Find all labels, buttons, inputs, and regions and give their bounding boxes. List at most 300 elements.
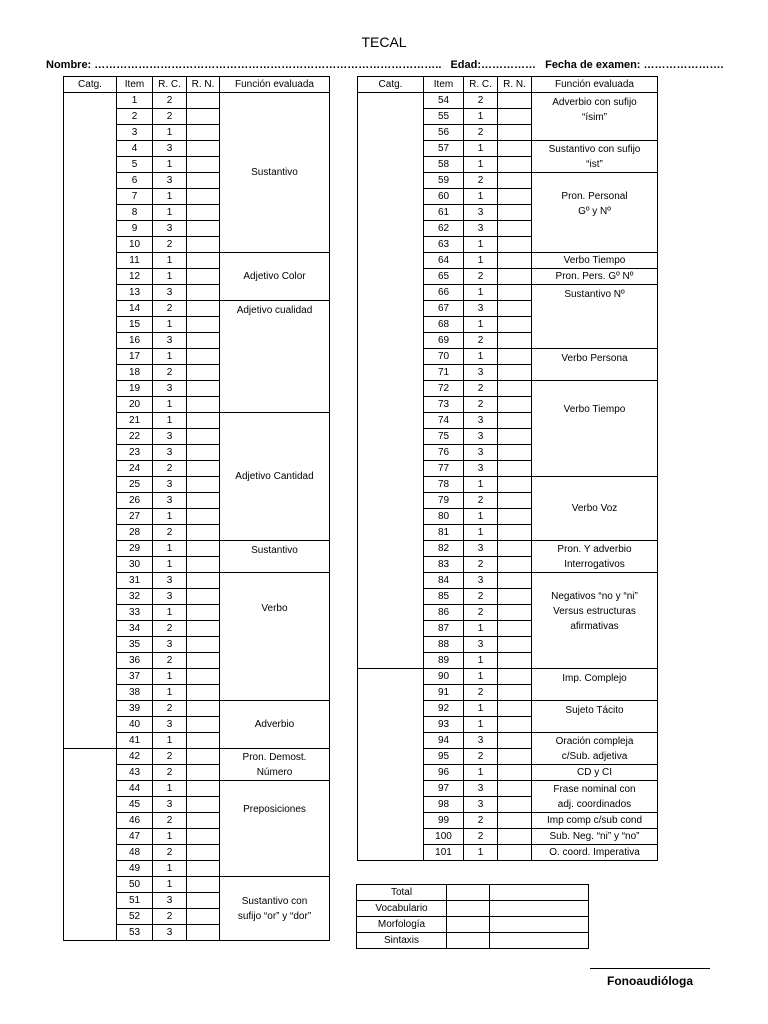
summary-label: Morfología <box>357 917 447 933</box>
rn-cell[interactable] <box>498 461 532 477</box>
item-cell: 10 <box>117 237 153 253</box>
rc-cell: 2 <box>153 301 187 317</box>
item-cell: 15 <box>117 317 153 333</box>
rc-cell: 1 <box>153 541 187 557</box>
rn-cell[interactable] <box>187 765 220 781</box>
rn-cell[interactable] <box>187 365 220 381</box>
rn-header: R. N. <box>498 77 532 93</box>
summary-score-cell[interactable] <box>447 885 490 901</box>
rn-cell[interactable] <box>498 509 532 525</box>
item-cell: 71 <box>424 365 464 381</box>
rc-cell: 2 <box>464 685 498 701</box>
funcion-label: Adjetivo cualidad <box>236 305 313 316</box>
item-header: Item <box>117 77 153 93</box>
item-cell: 12 <box>117 269 153 285</box>
rn-cell[interactable] <box>498 637 532 653</box>
rn-cell[interactable] <box>498 365 532 381</box>
funcion-label: Imp. Complejo <box>562 673 627 684</box>
table-row <box>358 669 658 685</box>
rc-cell: 3 <box>153 925 187 941</box>
rc-cell: 3 <box>153 381 187 397</box>
item-cell: 96 <box>424 765 464 781</box>
summary-notes-cell[interactable] <box>490 901 589 917</box>
rc-cell: 1 <box>153 557 187 573</box>
rc-cell: 3 <box>464 637 498 653</box>
rn-cell[interactable] <box>498 605 532 621</box>
rn-cell[interactable] <box>498 189 532 205</box>
funcion-cell <box>220 93 330 253</box>
rn-cell[interactable] <box>187 637 220 653</box>
item-cell: 95 <box>424 749 464 765</box>
item-cell: 53 <box>117 925 153 941</box>
catg-cell[interactable] <box>358 93 424 669</box>
item-cell: 56 <box>424 125 464 141</box>
rc-cell: 1 <box>464 621 498 637</box>
rn-cell[interactable] <box>498 125 532 141</box>
rn-cell[interactable] <box>187 253 220 269</box>
funcion-label: Sustantivo <box>251 545 298 556</box>
rc-cell: 1 <box>464 701 498 717</box>
rc-cell: 2 <box>153 749 187 765</box>
rn-cell[interactable] <box>498 717 532 733</box>
rc-cell: 3 <box>464 733 498 749</box>
table-row <box>64 93 330 109</box>
funcion-cell <box>532 669 658 701</box>
rn-cell[interactable] <box>498 445 532 461</box>
rn-cell[interactable] <box>187 749 220 765</box>
item-cell: 65 <box>424 269 464 285</box>
item-cell: 37 <box>117 669 153 685</box>
rn-cell[interactable] <box>187 669 220 685</box>
item-cell: 92 <box>424 701 464 717</box>
item-cell: 24 <box>117 461 153 477</box>
item-cell: 2 <box>117 109 153 125</box>
rn-cell[interactable] <box>498 813 532 829</box>
rn-cell[interactable] <box>187 189 220 205</box>
rn-cell[interactable] <box>498 397 532 413</box>
item-cell: 99 <box>424 813 464 829</box>
rn-cell[interactable] <box>498 221 532 237</box>
rn-cell[interactable] <box>187 893 220 909</box>
rn-cell[interactable] <box>498 589 532 605</box>
rn-cell[interactable] <box>498 541 532 557</box>
rn-cell[interactable] <box>498 205 532 221</box>
rn-cell[interactable] <box>187 813 220 829</box>
rc-cell: 3 <box>153 477 187 493</box>
rn-cell[interactable] <box>498 381 532 397</box>
item-cell: 41 <box>117 733 153 749</box>
rn-cell[interactable] <box>498 317 532 333</box>
rn-cell[interactable] <box>187 221 220 237</box>
catg-cell[interactable] <box>358 669 424 861</box>
funcion-cell <box>532 845 658 861</box>
item-cell: 23 <box>117 445 153 461</box>
rn-cell[interactable] <box>187 109 220 125</box>
rc-cell: 3 <box>464 413 498 429</box>
rn-cell[interactable] <box>498 557 532 573</box>
item-cell: 98 <box>424 797 464 813</box>
rc-cell: 2 <box>464 125 498 141</box>
rc-cell: 2 <box>153 365 187 381</box>
rn-cell[interactable] <box>187 445 220 461</box>
rc-cell: 2 <box>464 813 498 829</box>
rn-cell[interactable] <box>187 173 220 189</box>
rn-cell[interactable] <box>187 333 220 349</box>
funcion-label: Frase nominal con <box>553 783 636 795</box>
rn-cell[interactable] <box>187 157 220 173</box>
funcion-cell <box>532 253 658 269</box>
rc-header: R. C. <box>464 77 498 93</box>
summary-score-cell[interactable] <box>447 933 490 949</box>
item-cell: 91 <box>424 685 464 701</box>
rc-cell: 2 <box>464 589 498 605</box>
rn-cell[interactable] <box>498 733 532 749</box>
left-table-header <box>64 77 330 93</box>
rc-cell: 2 <box>464 557 498 573</box>
rc-cell: 3 <box>153 285 187 301</box>
funcion-label: Pron. Demost. <box>242 751 307 763</box>
rn-cell[interactable] <box>187 317 220 333</box>
nombre-field[interactable]: Nombre: ………………………………………………………………………………….. <box>46 59 442 71</box>
rc-cell: 1 <box>153 157 187 173</box>
rn-cell[interactable] <box>187 509 220 525</box>
funcion-cell <box>532 733 658 765</box>
rc-cell: 1 <box>153 829 187 845</box>
item-cell: 97 <box>424 781 464 797</box>
funcion-cell <box>532 269 658 285</box>
item-cell: 89 <box>424 653 464 669</box>
rn-cell[interactable] <box>187 653 220 669</box>
rn-cell[interactable] <box>187 621 220 637</box>
rn-header: R. N. <box>187 77 220 93</box>
rn-cell[interactable] <box>187 493 220 509</box>
item-cell: 59 <box>424 173 464 189</box>
funcion-label: Imp comp c/sub cond <box>546 815 643 826</box>
item-cell: 21 <box>117 413 153 429</box>
rc-cell: 3 <box>464 461 498 477</box>
rn-cell[interactable] <box>187 605 220 621</box>
rn-cell[interactable] <box>187 925 220 941</box>
item-cell: 28 <box>117 525 153 541</box>
item-cell: 20 <box>117 397 153 413</box>
item-cell: 5 <box>117 157 153 173</box>
rc-cell: 2 <box>464 493 498 509</box>
rc-cell: 1 <box>464 477 498 493</box>
funcion-label: Número <box>256 766 293 778</box>
summary-row <box>357 933 589 949</box>
summary-label: Total <box>357 885 447 901</box>
rn-cell[interactable] <box>498 621 532 637</box>
rn-cell[interactable] <box>187 573 220 589</box>
rn-cell[interactable] <box>498 333 532 349</box>
rc-cell: 1 <box>153 509 187 525</box>
item-cell: 49 <box>117 861 153 877</box>
funcion-cell <box>220 253 330 301</box>
item-cell: 13 <box>117 285 153 301</box>
summary-row <box>357 901 589 917</box>
funcion-cell <box>220 573 330 701</box>
rn-cell[interactable] <box>498 285 532 301</box>
funcion-label: c/Sub. adjetiva <box>561 750 628 762</box>
rn-cell[interactable] <box>498 109 532 125</box>
funcion-label: Verbo Voz <box>571 503 618 514</box>
funcion-cell <box>532 829 658 845</box>
rn-cell[interactable] <box>187 845 220 861</box>
funcion-cell <box>532 701 658 733</box>
funcion-cell <box>532 349 658 381</box>
rn-cell[interactable] <box>498 781 532 797</box>
rc-cell: 3 <box>153 589 187 605</box>
rn-cell[interactable] <box>187 685 220 701</box>
rc-cell: 1 <box>464 189 498 205</box>
funcion-label: Adverbio <box>254 719 295 730</box>
item-cell: 38 <box>117 685 153 701</box>
rn-cell[interactable] <box>187 477 220 493</box>
item-cell: 36 <box>117 653 153 669</box>
rc-cell: 3 <box>464 365 498 381</box>
rn-cell[interactable] <box>187 781 220 797</box>
rn-cell[interactable] <box>498 573 532 589</box>
funcion-cell <box>532 781 658 813</box>
funcion-label: “ísim” <box>582 112 607 123</box>
rc-cell: 1 <box>153 349 187 365</box>
summary-notes-cell[interactable] <box>490 933 589 949</box>
item-cell: 78 <box>424 477 464 493</box>
summary-score-cell[interactable] <box>447 901 490 917</box>
fecha-field[interactable]: Fecha de examen: …………………. <box>545 59 724 71</box>
rc-cell: 2 <box>464 749 498 765</box>
rn-cell[interactable] <box>187 269 220 285</box>
rn-cell[interactable] <box>187 349 220 365</box>
item-cell: 90 <box>424 669 464 685</box>
rc-cell: 2 <box>153 909 187 925</box>
rc-cell: 3 <box>153 893 187 909</box>
item-cell: 77 <box>424 461 464 477</box>
funcion-cell <box>220 301 330 413</box>
rn-cell[interactable] <box>498 157 532 173</box>
rn-cell[interactable] <box>187 877 220 893</box>
rn-cell[interactable] <box>187 909 220 925</box>
edad-field[interactable]: Edad:…………… <box>450 59 537 71</box>
rc-cell: 2 <box>464 269 498 285</box>
rn-cell[interactable] <box>187 413 220 429</box>
rc-cell: 2 <box>464 93 498 109</box>
funcion-cell <box>220 413 330 541</box>
rc-cell: 1 <box>464 349 498 365</box>
item-cell: 34 <box>117 621 153 637</box>
item-cell: 9 <box>117 221 153 237</box>
rn-cell[interactable] <box>187 461 220 477</box>
funcion-label: Verbo Tiempo <box>563 255 626 266</box>
item-cell: 18 <box>117 365 153 381</box>
rn-cell[interactable] <box>498 685 532 701</box>
rn-cell[interactable] <box>498 269 532 285</box>
item-cell: 62 <box>424 221 464 237</box>
catg-cell[interactable] <box>64 749 117 941</box>
item-cell: 52 <box>117 909 153 925</box>
rc-cell: 3 <box>153 221 187 237</box>
rc-cell: 1 <box>153 877 187 893</box>
funcion-label: Sub. Neg. “ni” y “no” <box>549 831 640 842</box>
rn-cell[interactable] <box>498 797 532 813</box>
funcion-label: Pron. Y adverbio <box>557 543 632 555</box>
rn-cell[interactable] <box>187 797 220 813</box>
rn-cell[interactable] <box>187 93 220 109</box>
rc-cell: 3 <box>464 445 498 461</box>
rn-cell[interactable] <box>187 861 220 877</box>
funcion-cell <box>532 573 658 669</box>
rc-cell: 3 <box>153 429 187 445</box>
rn-cell[interactable] <box>187 141 220 157</box>
rc-cell: 1 <box>153 253 187 269</box>
item-cell: 19 <box>117 381 153 397</box>
rc-cell: 1 <box>464 669 498 685</box>
funcion-label: Adjetivo Cantidad <box>235 471 314 482</box>
rn-cell[interactable] <box>187 717 220 733</box>
summary-row <box>357 917 589 933</box>
rn-cell[interactable] <box>498 173 532 189</box>
rn-cell[interactable] <box>498 493 532 509</box>
rn-cell[interactable] <box>498 301 532 317</box>
funcion-label: “ist” <box>586 158 603 170</box>
item-cell: 16 <box>117 333 153 349</box>
rn-cell[interactable] <box>187 541 220 557</box>
funcion-label: Adjetivo Color <box>243 271 306 282</box>
item-cell: 63 <box>424 237 464 253</box>
item-cell: 82 <box>424 541 464 557</box>
rn-cell[interactable] <box>187 285 220 301</box>
rn-cell[interactable] <box>187 301 220 317</box>
rn-cell[interactable] <box>498 845 532 861</box>
item-cell: 88 <box>424 637 464 653</box>
summary-label: Sintaxis <box>357 933 447 949</box>
rn-cell[interactable] <box>498 829 532 845</box>
rc-cell: 3 <box>153 637 187 653</box>
item-cell: 94 <box>424 733 464 749</box>
rn-cell[interactable] <box>498 765 532 781</box>
rn-cell[interactable] <box>498 253 532 269</box>
rc-cell: 3 <box>153 141 187 157</box>
item-cell: 35 <box>117 637 153 653</box>
item-cell: 14 <box>117 301 153 317</box>
item-cell: 22 <box>117 429 153 445</box>
rc-cell: 2 <box>153 93 187 109</box>
summary-table <box>356 884 589 949</box>
item-cell: 29 <box>117 541 153 557</box>
item-cell: 17 <box>117 349 153 365</box>
rn-cell[interactable] <box>187 589 220 605</box>
rn-cell[interactable] <box>498 653 532 669</box>
funcion-label: Verbo Tiempo <box>563 404 626 415</box>
item-cell: 85 <box>424 589 464 605</box>
catg-cell[interactable] <box>64 93 117 749</box>
summary-score-cell[interactable] <box>447 917 490 933</box>
summary-notes-cell[interactable] <box>490 885 589 901</box>
funcion-cell <box>532 765 658 781</box>
item-cell: 45 <box>117 797 153 813</box>
rn-cell[interactable] <box>498 749 532 765</box>
rc-cell: 1 <box>464 317 498 333</box>
right-table-header <box>358 77 658 93</box>
rc-cell: 2 <box>464 397 498 413</box>
rn-cell[interactable] <box>498 93 532 109</box>
rn-cell[interactable] <box>498 141 532 157</box>
right-items-table <box>357 76 658 861</box>
funcion-cell <box>532 141 658 173</box>
item-cell: 48 <box>117 845 153 861</box>
rc-cell: 2 <box>153 765 187 781</box>
rn-cell[interactable] <box>187 429 220 445</box>
rn-cell[interactable] <box>187 237 220 253</box>
item-cell: 64 <box>424 253 464 269</box>
summary-notes-cell[interactable] <box>490 917 589 933</box>
item-cell: 25 <box>117 477 153 493</box>
funcion-label: Verbo Persona <box>561 353 628 364</box>
rc-cell: 1 <box>464 845 498 861</box>
funcion-cell <box>532 173 658 253</box>
item-cell: 43 <box>117 765 153 781</box>
rc-cell: 2 <box>464 381 498 397</box>
rn-cell[interactable] <box>498 669 532 685</box>
rc-cell: 1 <box>153 317 187 333</box>
rc-cell: 3 <box>153 445 187 461</box>
item-cell: 83 <box>424 557 464 573</box>
funcion-cell <box>532 381 658 477</box>
rn-cell[interactable] <box>187 205 220 221</box>
rn-cell[interactable] <box>187 381 220 397</box>
rc-cell: 1 <box>464 253 498 269</box>
funcion-label: Negativos “no y “ni” <box>551 591 638 602</box>
rn-cell[interactable] <box>498 477 532 493</box>
item-cell: 11 <box>117 253 153 269</box>
rn-cell[interactable] <box>187 125 220 141</box>
item-cell: 73 <box>424 397 464 413</box>
rn-cell[interactable] <box>498 349 532 365</box>
funcion-label: sufijo “or” y “dor” <box>237 910 312 922</box>
item-cell: 68 <box>424 317 464 333</box>
rc-cell: 1 <box>153 781 187 797</box>
item-cell: 50 <box>117 877 153 893</box>
rn-cell[interactable] <box>187 701 220 717</box>
item-cell: 7 <box>117 189 153 205</box>
rc-cell: 1 <box>464 157 498 173</box>
funcion-label: Sustantivo con sufijo <box>548 143 641 155</box>
rc-cell: 1 <box>153 413 187 429</box>
rn-cell[interactable] <box>187 557 220 573</box>
rc-cell: 1 <box>464 765 498 781</box>
item-cell: 26 <box>117 493 153 509</box>
item-cell: 31 <box>117 573 153 589</box>
rn-cell[interactable] <box>187 397 220 413</box>
rc-cell: 2 <box>464 605 498 621</box>
rn-cell[interactable] <box>498 429 532 445</box>
rn-cell[interactable] <box>498 413 532 429</box>
rc-cell: 1 <box>153 605 187 621</box>
item-cell: 32 <box>117 589 153 605</box>
rn-cell[interactable] <box>498 701 532 717</box>
funcion-cell <box>220 541 330 573</box>
item-cell: 81 <box>424 525 464 541</box>
rn-cell[interactable] <box>187 525 220 541</box>
funcion-cell <box>220 701 330 749</box>
signature-label: Fonoaudióloga <box>607 974 693 988</box>
rn-cell[interactable] <box>187 733 220 749</box>
funcion-label: Verbo <box>261 603 288 614</box>
rn-cell[interactable] <box>498 237 532 253</box>
rn-cell[interactable] <box>498 525 532 541</box>
item-cell: 42 <box>117 749 153 765</box>
rn-cell[interactable] <box>187 829 220 845</box>
